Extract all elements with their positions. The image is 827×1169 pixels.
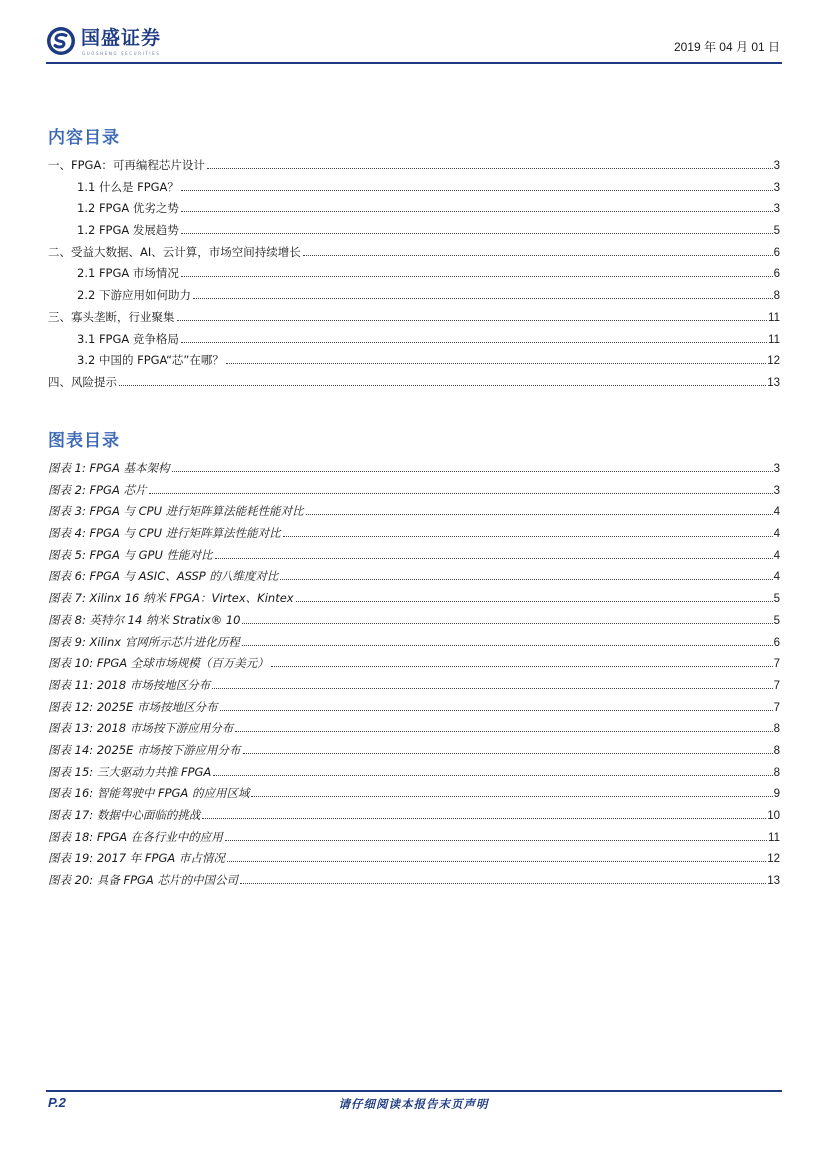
figure-entry-label: 图表 16: 智能驾驶中 FPGA 的应用区域 <box>48 786 250 801</box>
toc-leader <box>193 297 773 299</box>
figure-entry-page: 6 <box>773 636 780 649</box>
toc-entry-label: 2.1 FPGA 市场情况 <box>77 266 179 281</box>
toc-entry-label: 3.1 FPGA 竞争格局 <box>77 331 179 346</box>
figure-entry[interactable] <box>48 482 780 504</box>
page-header <box>46 24 782 64</box>
figure-entry[interactable] <box>48 850 780 872</box>
toc-leader <box>119 384 766 386</box>
toc-entry-label: 一、FPGA：可再编程芯片设计 <box>48 158 205 172</box>
figure-entry[interactable] <box>48 699 780 721</box>
figure-entry-page: 4 <box>773 528 780 541</box>
toc-leader <box>227 860 766 862</box>
toc-leader <box>296 600 773 602</box>
figure-entry-page: 9 <box>773 788 780 801</box>
figure-entry[interactable] <box>48 655 780 677</box>
contents-list <box>48 157 780 396</box>
toc-leader <box>207 167 773 169</box>
toc-leader <box>177 319 768 321</box>
toc-entry[interactable] <box>48 374 780 396</box>
toc-entry[interactable] <box>48 265 780 287</box>
figure-entry-page: 3 <box>773 484 780 497</box>
figure-entry-label: 图表 8: 英特尔 14 纳米 Stratix® 10 <box>48 612 241 627</box>
figure-entry[interactable] <box>48 742 780 764</box>
figure-entry[interactable] <box>48 634 780 656</box>
figures-list <box>48 460 780 894</box>
figure-entry-page: 7 <box>773 658 780 671</box>
figure-entry-page: 11 <box>768 831 780 844</box>
figure-entry[interactable] <box>48 677 780 699</box>
figure-entry-label: 图表 7: Xilinx 16 纳米 FPGA：Virtex、Kintex <box>48 591 294 606</box>
figure-entry[interactable] <box>48 764 780 786</box>
toc-leader <box>181 189 773 191</box>
figure-entry-page: 8 <box>773 723 780 736</box>
figure-entry-label: 图表 1: FPGA 基本架构 <box>48 461 170 475</box>
toc-entry-page: 3 <box>773 160 780 172</box>
figure-entry-page: 4 <box>773 571 780 584</box>
toc-entry[interactable] <box>48 287 780 309</box>
figure-entry[interactable] <box>48 612 780 634</box>
figure-entry-label: 图表 5: FPGA 与 GPU 性能对比 <box>48 547 213 562</box>
figure-entry[interactable] <box>48 460 780 482</box>
toc-leader <box>149 492 773 494</box>
toc-entry[interactable] <box>48 331 780 353</box>
figure-entry-label: 图表 14: 2025E 市场按下游应用分布 <box>48 742 241 757</box>
toc-entry-page: 5 <box>773 225 780 238</box>
toc-leader <box>251 795 772 797</box>
figure-entry-label: 图表 20: 具备 FPGA 芯片的中国公司 <box>48 873 238 888</box>
toc-entry-page: 11 <box>768 333 780 346</box>
toc-leader <box>283 535 773 537</box>
toc-entry[interactable] <box>48 352 780 374</box>
contents-title: 内容目录 <box>48 128 120 148</box>
figure-entry[interactable] <box>48 590 780 612</box>
figure-entry-label: 图表 13: 2018 市场按下游应用分布 <box>48 721 234 736</box>
figure-entry-label: 图表 18: FPGA 在各行业中的应用 <box>48 829 223 844</box>
disclaimer-note: 请仔细阅读本报告末页声明 <box>338 1097 489 1111</box>
toc-leader <box>271 665 773 667</box>
figure-entry-page: 5 <box>773 593 780 606</box>
guosheng-logo-icon <box>46 26 76 56</box>
toc-entry-page: 8 <box>773 290 780 303</box>
figure-entry-page: 5 <box>773 614 780 627</box>
toc-entry-page: 3 <box>773 181 780 194</box>
toc-entry-label: 1.2 FPGA 发展趋势 <box>77 223 179 238</box>
figure-entry-label: 图表 15: 三大驱动力共推 FPGA <box>48 764 212 779</box>
toc-leader <box>235 730 772 732</box>
toc-entry-label: 三、寡头垄断，行业聚集 <box>48 309 175 324</box>
toc-leader <box>215 557 773 559</box>
toc-entry-label: 2.2 下游应用如何助力 <box>77 288 191 303</box>
toc-entry-page: 6 <box>773 246 780 259</box>
toc-leader <box>213 774 772 776</box>
figure-entry-label: 图表 2: FPGA 芯片 <box>48 482 147 497</box>
figure-entry-page: 7 <box>773 679 780 692</box>
toc-leader <box>172 470 773 472</box>
figure-entry-page: 12 <box>767 853 780 866</box>
page-number: P.2 <box>48 1095 66 1110</box>
figure-entry[interactable] <box>48 568 780 590</box>
toc-leader <box>202 817 766 819</box>
report-date: 2019 年 04 月 01 日 <box>673 40 780 54</box>
toc-leader <box>181 210 773 212</box>
figure-entry-page: 3 <box>773 463 780 475</box>
toc-leader <box>242 622 772 624</box>
toc-leader <box>226 362 766 364</box>
footer-divider <box>46 1090 782 1092</box>
toc-entry-page: 11 <box>768 311 780 324</box>
header-divider <box>46 62 782 64</box>
figure-entry-label: 图表 10: FPGA 全球市场规模（百万美元） <box>48 656 269 671</box>
figure-entry-label: 图表 19: 2017 年 FPGA 市占情况 <box>48 851 225 866</box>
toc-entry-label: 二、受益大数据、AI、云计算，市场空间持续增长 <box>48 244 301 259</box>
toc-entry[interactable] <box>48 179 780 201</box>
figure-entry[interactable] <box>48 525 780 547</box>
toc-leader <box>242 644 773 646</box>
toc-leader <box>240 882 766 884</box>
figure-entry-label: 图表 11: 2018 市场按地区分布 <box>48 677 211 692</box>
brand-subtitle: GUOSHENG SECURITIES <box>82 51 161 56</box>
figure-entry-page: 4 <box>773 549 780 562</box>
toc-entry-page: 13 <box>767 376 780 389</box>
figure-entry[interactable] <box>48 785 780 807</box>
toc-entry-label: 四、风险提示 <box>48 374 117 389</box>
figure-entry[interactable] <box>48 829 780 851</box>
figure-entry-page: 13 <box>767 875 780 888</box>
toc-leader <box>181 341 767 343</box>
figure-entry[interactable] <box>48 720 780 742</box>
toc-entry[interactable] <box>48 157 780 179</box>
figure-entry-page: 10 <box>767 810 780 822</box>
figure-entry-page: 8 <box>773 744 780 757</box>
toc-leader <box>225 839 767 841</box>
toc-leader <box>181 232 773 234</box>
toc-leader <box>212 687 772 689</box>
toc-leader <box>243 752 773 754</box>
figure-entry-label: 图表 12: 2025E 市场按地区分布 <box>48 699 218 714</box>
figure-entry-label: 图表 3: FPGA 与 CPU 进行矩阵算法能耗性能对比 <box>48 504 304 519</box>
toc-entry-page: 6 <box>773 268 780 281</box>
toc-leader <box>306 513 773 515</box>
figure-entry-label: 图表 9: Xilinx 官网所示芯片进化历程 <box>48 634 240 649</box>
figure-entry-page: 4 <box>773 506 780 519</box>
toc-entry-page: 3 <box>773 203 780 216</box>
figure-entry-label: 图表 6: FPGA 与 ASIC、ASSP 的八维度对比 <box>48 569 279 584</box>
figure-entry[interactable] <box>48 807 780 829</box>
toc-entry[interactable] <box>48 244 780 266</box>
toc-entry-page: 12 <box>767 355 780 368</box>
toc-entry[interactable] <box>48 200 780 222</box>
toc-leader <box>280 578 772 580</box>
toc-entry-label: 3.2 中国的 FPGA“芯”在哪？ <box>77 353 224 368</box>
toc-entry-label: 1.1 什么是 FPGA？ <box>77 179 179 194</box>
toc-entry-label: 1.2 FPGA 优劣之势 <box>77 201 179 216</box>
figures-title: 图表目录 <box>48 431 120 451</box>
figure-entry-label: 图表 17: 数据中心面临的挑战 <box>48 808 201 822</box>
figure-entry-page: 7 <box>773 701 780 714</box>
toc-entry[interactable] <box>48 222 780 244</box>
toc-leader <box>181 275 773 277</box>
figure-entry-page: 8 <box>773 766 780 779</box>
toc-leader <box>220 709 773 711</box>
toc-leader <box>303 254 773 256</box>
figure-entry-label: 图表 4: FPGA 与 CPU 进行矩阵算法性能对比 <box>48 526 281 541</box>
figure-entry[interactable] <box>48 503 780 525</box>
toc-entry[interactable] <box>48 309 780 331</box>
brand-name: 国盛证券 <box>81 26 162 49</box>
figure-entry[interactable] <box>48 547 780 569</box>
figure-entry[interactable] <box>48 872 780 894</box>
